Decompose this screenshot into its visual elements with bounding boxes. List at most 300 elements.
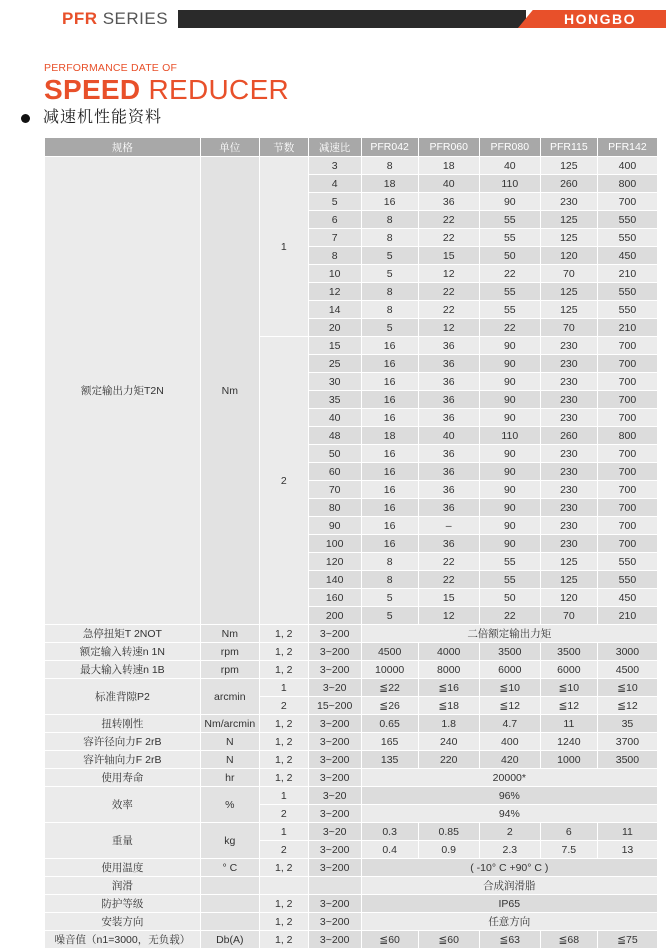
value-cell: 22 (479, 607, 540, 625)
table-row (45, 715, 658, 733)
value-cell: 4500 (597, 661, 657, 679)
unit-cell: arcmin (200, 679, 259, 715)
value-cell: 0.9 (418, 841, 479, 859)
spec-label: 额定输出力矩T2N (45, 157, 201, 625)
value-cell: 55 (479, 301, 540, 319)
value-cell: 8 (361, 157, 418, 175)
value-cell: 700 (597, 391, 657, 409)
unit-cell: rpm (200, 643, 259, 661)
stage-cell: 2 (259, 841, 308, 859)
ratio-cell: 90 (308, 517, 361, 535)
value-cell: 16 (361, 535, 418, 553)
ratio-cell: 3~200 (308, 643, 361, 661)
ratio-cell: 140 (308, 571, 361, 589)
value-cell: 165 (361, 733, 418, 751)
value-cell: 5 (361, 265, 418, 283)
stage-cell: 1, 2 (259, 733, 308, 751)
ratio-cell: 4 (308, 175, 361, 193)
value-cell: 210 (597, 319, 657, 337)
header-bar (178, 10, 526, 28)
value-cell: 36 (418, 463, 479, 481)
value-cell: 230 (540, 355, 597, 373)
value-cell: ≦22 (361, 679, 418, 697)
value-cell: 50 (479, 589, 540, 607)
ratio-cell: 200 (308, 607, 361, 625)
ratio-cell: 20 (308, 319, 361, 337)
ratio-cell: 3~200 (308, 859, 361, 877)
value-cell: 10000 (361, 661, 418, 679)
spec-label: 使用温度 (45, 859, 201, 877)
value-cell: 15 (418, 247, 479, 265)
value-cell: 210 (597, 607, 657, 625)
value-cell: 125 (540, 283, 597, 301)
value-cell: 36 (418, 373, 479, 391)
value-cell: 16 (361, 445, 418, 463)
value-cell: 5 (361, 319, 418, 337)
value-cell: 70 (540, 607, 597, 625)
table-row (45, 661, 658, 679)
value-cell: 22 (418, 283, 479, 301)
value-cell: 20000* (361, 769, 657, 787)
stage-cell: 2 (259, 805, 308, 823)
column-header: PFR142 (597, 138, 657, 157)
value-cell: 110 (479, 427, 540, 445)
value-cell: 220 (418, 751, 479, 769)
value-cell: 18 (418, 157, 479, 175)
ratio-cell: 160 (308, 589, 361, 607)
value-cell: 6000 (479, 661, 540, 679)
value-cell: 8 (361, 229, 418, 247)
value-cell: 0.3 (361, 823, 418, 841)
unit-cell: N (200, 751, 259, 769)
unit-cell: N (200, 733, 259, 751)
value-cell: ≦18 (418, 697, 479, 715)
value-cell: 合成润滑脂 (361, 877, 657, 895)
stage-cell: 1 (259, 823, 308, 841)
spec-label: 使用寿命 (45, 769, 201, 787)
value-cell: 55 (479, 553, 540, 571)
value-cell: 700 (597, 337, 657, 355)
value-cell: 6000 (540, 661, 597, 679)
value-cell: 16 (361, 499, 418, 517)
stage-cell: 1 (259, 157, 308, 337)
unit-cell: % (200, 787, 259, 823)
stage-cell: 1, 2 (259, 931, 308, 949)
value-cell: 6 (540, 823, 597, 841)
value-cell: 550 (597, 571, 657, 589)
spec-label: 额定输入转速n 1N (45, 643, 201, 661)
value-cell: 230 (540, 481, 597, 499)
value-cell: 800 (597, 175, 657, 193)
value-cell: 260 (540, 427, 597, 445)
value-cell: 230 (540, 499, 597, 517)
ratio-cell: 3~20 (308, 787, 361, 805)
ratio-cell: 3~20 (308, 823, 361, 841)
column-header: PFR042 (361, 138, 418, 157)
stage-cell: 1, 2 (259, 661, 308, 679)
value-cell: 8 (361, 301, 418, 319)
unit-cell: kg (200, 823, 259, 859)
value-cell: 3000 (597, 643, 657, 661)
value-cell: 260 (540, 175, 597, 193)
value-cell: 8 (361, 211, 418, 229)
ratio-cell: 5 (308, 193, 361, 211)
value-cell: 1.8 (418, 715, 479, 733)
ratio-cell: 100 (308, 535, 361, 553)
value-cell: 40 (418, 427, 479, 445)
value-cell: 90 (479, 391, 540, 409)
value-cell: 125 (540, 553, 597, 571)
ratio-cell: 3~200 (308, 805, 361, 823)
value-cell: 2.3 (479, 841, 540, 859)
value-cell: 90 (479, 445, 540, 463)
ratio-cell: 70 (308, 481, 361, 499)
value-cell: 700 (597, 445, 657, 463)
table-row (45, 895, 658, 913)
value-cell: 5 (361, 589, 418, 607)
value-cell: 550 (597, 553, 657, 571)
section-kicker: PERFORMANCE DATE OF (44, 62, 178, 74)
value-cell: ≦68 (540, 931, 597, 949)
value-cell: ≦63 (479, 931, 540, 949)
value-cell: 55 (479, 283, 540, 301)
stage-cell: 1 (259, 679, 308, 697)
column-header: PFR060 (418, 138, 479, 157)
value-cell: 230 (540, 535, 597, 553)
spec-label: 容许轴向力F 2rB (45, 751, 201, 769)
spec-label: 急停扭矩T 2NOT (45, 625, 201, 643)
ratio-cell: 50 (308, 445, 361, 463)
value-cell: ≦10 (479, 679, 540, 697)
value-cell: 8000 (418, 661, 479, 679)
value-cell: 700 (597, 517, 657, 535)
ratio-cell: 15 (308, 337, 361, 355)
spec-label: 容许径向力F 2rB (45, 733, 201, 751)
value-cell: 700 (597, 535, 657, 553)
value-cell: 550 (597, 229, 657, 247)
spec-label: 润滑 (45, 877, 201, 895)
ratio-cell: 6 (308, 211, 361, 229)
value-cell: 16 (361, 391, 418, 409)
value-cell: 22 (418, 571, 479, 589)
table-row (45, 877, 658, 895)
spec-label: 安装方向 (45, 913, 201, 931)
value-cell: 700 (597, 499, 657, 517)
table-header-row (45, 138, 658, 157)
value-cell: 90 (479, 481, 540, 499)
value-cell: 700 (597, 409, 657, 427)
unit-cell: Db(A) (200, 931, 259, 949)
value-cell: ≦26 (361, 697, 418, 715)
value-cell: 700 (597, 193, 657, 211)
spec-label: 扭转刚性 (45, 715, 201, 733)
unit-cell: hr (200, 769, 259, 787)
section-subtitle: 减速机性能资料 (43, 109, 163, 126)
value-cell: 50 (479, 247, 540, 265)
stage-cell: 1, 2 (259, 625, 308, 643)
value-cell: 400 (597, 157, 657, 175)
ratio-cell: 14 (308, 301, 361, 319)
value-cell: 22 (418, 301, 479, 319)
value-cell: 4500 (361, 643, 418, 661)
value-cell: 110 (479, 175, 540, 193)
value-cell: 135 (361, 751, 418, 769)
value-cell: 22 (418, 553, 479, 571)
value-cell: 8 (361, 571, 418, 589)
ratio-cell: 3 (308, 157, 361, 175)
value-cell: 94% (361, 805, 657, 823)
table-row (45, 751, 658, 769)
spec-label: 标准背隙P2 (45, 679, 201, 715)
value-cell: 16 (361, 481, 418, 499)
value-cell: 15 (418, 589, 479, 607)
value-cell: 22 (418, 211, 479, 229)
value-cell: 36 (418, 445, 479, 463)
value-cell: ≦60 (418, 931, 479, 949)
table-row (45, 931, 658, 949)
stage-cell: 2 (259, 697, 308, 715)
value-cell: ( -10° C +90° C ) (361, 859, 657, 877)
value-cell: 120 (540, 247, 597, 265)
value-cell: IP65 (361, 895, 657, 913)
value-cell: ≦75 (597, 931, 657, 949)
ratio-cell: 3~20 (308, 679, 361, 697)
value-cell: 90 (479, 535, 540, 553)
value-cell: 230 (540, 391, 597, 409)
bullet-icon (21, 114, 30, 123)
value-cell: 0.65 (361, 715, 418, 733)
unit-cell: Nm (200, 625, 259, 643)
value-cell: 55 (479, 229, 540, 247)
ratio-cell: 3~200 (308, 751, 361, 769)
ratio-cell: 12 (308, 283, 361, 301)
table-row (45, 157, 658, 175)
ratio-cell: 25 (308, 355, 361, 373)
value-cell: 230 (540, 463, 597, 481)
value-cell: 400 (479, 733, 540, 751)
value-cell: ≦12 (540, 697, 597, 715)
stage-cell: 1, 2 (259, 895, 308, 913)
value-cell: 90 (479, 409, 540, 427)
page-header (62, 9, 666, 29)
unit-cell: rpm (200, 661, 259, 679)
value-cell: 0.85 (418, 823, 479, 841)
spec-label: 效率 (45, 787, 201, 823)
column-header: 节数 (259, 138, 308, 157)
value-cell: 7.5 (540, 841, 597, 859)
value-cell: 125 (540, 211, 597, 229)
ratio-cell: 3~200 (308, 769, 361, 787)
table-row (45, 913, 658, 931)
value-cell: 13 (597, 841, 657, 859)
value-cell: 0.4 (361, 841, 418, 859)
performance-table (44, 137, 658, 949)
value-cell: 40 (418, 175, 479, 193)
column-header: PFR115 (540, 138, 597, 157)
ratio-cell: 3~200 (308, 841, 361, 859)
value-cell: 35 (597, 715, 657, 733)
ratio-cell: 3~200 (308, 733, 361, 751)
ratio-cell: 30 (308, 373, 361, 391)
spec-label: 最大输入转速n 1B (45, 661, 201, 679)
value-cell: 550 (597, 283, 657, 301)
value-cell: 16 (361, 337, 418, 355)
value-cell: 230 (540, 193, 597, 211)
ratio-cell: 3~200 (308, 913, 361, 931)
ratio-cell: 3~200 (308, 895, 361, 913)
value-cell: 230 (540, 517, 597, 535)
value-cell: 120 (540, 589, 597, 607)
value-cell: 16 (361, 373, 418, 391)
ratio-cell: 15~200 (308, 697, 361, 715)
value-cell: 12 (418, 265, 479, 283)
value-cell: 550 (597, 211, 657, 229)
value-cell: 230 (540, 337, 597, 355)
value-cell: 450 (597, 589, 657, 607)
stage-cell: 1, 2 (259, 913, 308, 931)
value-cell: 18 (361, 427, 418, 445)
value-cell: 36 (418, 193, 479, 211)
ratio-cell: 3~200 (308, 625, 361, 643)
table-row (45, 769, 658, 787)
value-cell: 230 (540, 373, 597, 391)
value-cell: 90 (479, 463, 540, 481)
ratio-cell: 3~200 (308, 661, 361, 679)
value-cell: 90 (479, 517, 540, 535)
value-cell: 55 (479, 211, 540, 229)
table-row (45, 643, 658, 661)
ratio-cell: 60 (308, 463, 361, 481)
value-cell: 230 (540, 445, 597, 463)
spec-label: 防护等级 (45, 895, 201, 913)
value-cell: 4.7 (479, 715, 540, 733)
table-row (45, 787, 658, 805)
value-cell: 36 (418, 499, 479, 517)
ratio-cell: 48 (308, 427, 361, 445)
value-cell: 90 (479, 499, 540, 517)
brand-logo: HONGBO (564, 11, 636, 27)
value-cell: 1000 (540, 751, 597, 769)
value-cell: 550 (597, 301, 657, 319)
stage-cell: 1 (259, 787, 308, 805)
value-cell: 12 (418, 319, 479, 337)
value-cell: 450 (597, 247, 657, 265)
value-cell: 16 (361, 409, 418, 427)
stage-cell: 1, 2 (259, 715, 308, 733)
value-cell: 8 (361, 553, 418, 571)
ratio-cell: 40 (308, 409, 361, 427)
page-title-bold: SPEED (44, 74, 141, 105)
value-cell: 700 (597, 481, 657, 499)
ratio-cell: 3~200 (308, 931, 361, 949)
value-cell: 90 (479, 337, 540, 355)
value-cell: 700 (597, 373, 657, 391)
value-cell: 240 (418, 733, 479, 751)
stage-cell: 1, 2 (259, 643, 308, 661)
unit-cell: ° C (200, 859, 259, 877)
value-cell: 2 (479, 823, 540, 841)
value-cell: ≦10 (597, 679, 657, 697)
value-cell: 210 (597, 265, 657, 283)
value-cell: 22 (479, 265, 540, 283)
column-header: 单位 (200, 138, 259, 157)
value-cell: ≦12 (597, 697, 657, 715)
value-cell: 16 (361, 463, 418, 481)
value-cell: 125 (540, 571, 597, 589)
series-label (62, 9, 168, 29)
page-title-rest: REDUCER (140, 74, 290, 105)
series-label-bold: PFR (62, 9, 98, 28)
value-cell: 125 (540, 229, 597, 247)
value-cell: 36 (418, 409, 479, 427)
value-cell: 96% (361, 787, 657, 805)
value-cell: 5 (361, 607, 418, 625)
value-cell: 800 (597, 427, 657, 445)
table-row (45, 859, 658, 877)
value-cell: ≦16 (418, 679, 479, 697)
value-cell: 70 (540, 265, 597, 283)
unit-cell (200, 877, 259, 895)
value-cell: 任意方向 (361, 913, 657, 931)
value-cell: 230 (540, 409, 597, 427)
unit-cell: Nm/arcmin (200, 715, 259, 733)
value-cell: 36 (418, 535, 479, 553)
stage-cell: 1, 2 (259, 751, 308, 769)
column-header: PFR080 (479, 138, 540, 157)
stage-cell: 2 (259, 337, 308, 625)
value-cell: 36 (418, 391, 479, 409)
value-cell: 70 (540, 319, 597, 337)
value-cell: 90 (479, 373, 540, 391)
value-cell: 16 (361, 355, 418, 373)
value-cell: 5 (361, 247, 418, 265)
value-cell: 22 (479, 319, 540, 337)
value-cell: 11 (540, 715, 597, 733)
value-cell: 8 (361, 283, 418, 301)
column-header: 减速比 (308, 138, 361, 157)
value-cell: 90 (479, 193, 540, 211)
table-row (45, 625, 658, 643)
value-cell: 700 (597, 463, 657, 481)
stage-cell (259, 877, 308, 895)
value-cell: 125 (540, 301, 597, 319)
value-cell: 55 (479, 571, 540, 589)
value-cell: 11 (597, 823, 657, 841)
value-cell: 3500 (540, 643, 597, 661)
value-cell: 125 (540, 157, 597, 175)
value-cell: 3700 (597, 733, 657, 751)
value-cell: 12 (418, 607, 479, 625)
table-row (45, 733, 658, 751)
ratio-cell: 80 (308, 499, 361, 517)
ratio-cell: 8 (308, 247, 361, 265)
value-cell: 36 (418, 481, 479, 499)
value-cell: – (418, 517, 479, 535)
column-header: 规格 (45, 138, 201, 157)
value-cell: 16 (361, 517, 418, 535)
value-cell: 18 (361, 175, 418, 193)
ratio-cell: 10 (308, 265, 361, 283)
ratio-cell: 7 (308, 229, 361, 247)
spec-label: 重量 (45, 823, 201, 859)
value-cell: ≦60 (361, 931, 418, 949)
value-cell: 16 (361, 193, 418, 211)
series-label-rest: SERIES (97, 9, 169, 28)
unit-cell (200, 913, 259, 931)
value-cell: 420 (479, 751, 540, 769)
spec-label: 噪音值（n1=3000，无负载） (45, 931, 201, 949)
value-cell: 40 (479, 157, 540, 175)
